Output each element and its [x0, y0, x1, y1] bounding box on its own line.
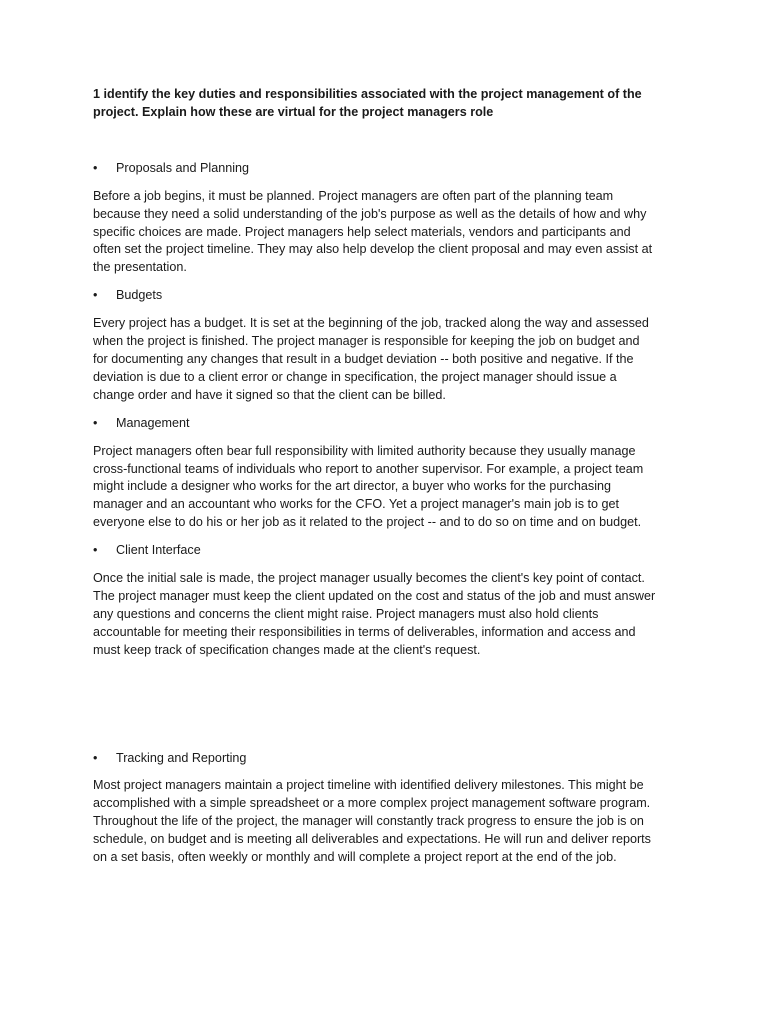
paragraph-line: when the project is finished. The project manager is responsible for keeping the job on budget and: [93, 334, 640, 349]
paragraph-line: Once the initial sale is made, the project manager usually becomes the client's key point of contact.: [93, 571, 645, 586]
paragraph-line: Before a job begins, it must be planned. Project managers are often part of the planning team: [93, 188, 614, 203]
section-paragraph-tracking-reporting: [93, 777, 681, 867]
paragraph-line: Project managers often bear full responsibility with limited authority because they usually manage: [93, 443, 636, 458]
paragraph-line: specific choices are made. Project managers help select materials, vendors and participants and: [93, 224, 631, 239]
paragraph-line: deviation is due to a client error or change in specification, the project manager should issue a: [93, 369, 617, 384]
paragraph-line: must keep track of specification changes made at the client's request.: [93, 642, 481, 657]
paragraph-line: Throughout the life of the project, the manager will constantly track progress to ensure the job is on: [93, 814, 644, 829]
paragraph-line: for documenting any changes that result in a budget deviation -- both positive and negative. If the: [93, 351, 634, 366]
question-line-1: 1 identify the key duties and responsibilities associated with the project management of the: [93, 87, 642, 101]
paragraph-line: accomplished with a simple spreadsheet or a more complex project management software program.: [93, 796, 651, 811]
section-title-client-interface: • Client Interface: [93, 542, 681, 560]
section-title-tracking-reporting: • Tracking and Reporting: [93, 750, 681, 768]
paragraph-line: cross-functional teams of individuals who report to another supervisor. For example, a project team: [93, 461, 644, 476]
paragraph-line: change order and have it signed so that the client can be billed.: [93, 387, 446, 402]
paragraph-line: Most project managers maintain a project timeline with identified delivery milestones. This might be: [93, 778, 644, 793]
paragraph-line: often set the project timeline. They may also help develop the client proposal and may even assist at: [93, 242, 653, 257]
document-body: [93, 86, 681, 867]
paragraph-line: manager and an accountant who works for the CFO. Yet a project manager's main job is to get: [93, 497, 620, 512]
section-paragraph-management: [93, 443, 681, 533]
question-heading: [93, 86, 681, 122]
paragraph-line: everyone else to do his or her job as it related to the project -- and to do so on time and on budget.: [93, 515, 642, 530]
section-title-management: • Management: [93, 415, 681, 433]
paragraph-line: Every project has a budget. It is set at the beginning of the job, tracked along the way and assessed: [93, 316, 649, 331]
section-title-proposals-planning: • Proposals and Planning: [93, 160, 681, 178]
section-paragraph-client-interface: [93, 570, 681, 660]
section-paragraph-budgets: [93, 315, 681, 405]
paragraph-line: any questions and concerns the client might raise. Project managers must also hold clients: [93, 606, 599, 621]
paragraph-line: might include a designer who works for the art director, a buyer who works for the purchasing: [93, 479, 611, 494]
paragraph-line: schedule, on budget and is meeting all deliverables and expectations. He will run and deliver reports: [93, 832, 651, 847]
paragraph-line: the presentation.: [93, 260, 187, 275]
question-line-2: project. Explain how these are virtual for the project managers role: [93, 104, 494, 119]
paragraph-line: because they need a solid understanding of the job's purpose as well as the details of how and why: [93, 206, 647, 221]
section-paragraph-proposals-planning: [93, 188, 681, 278]
paragraph-line: The project manager must keep the client updated on the cost and status of the job and must answer: [93, 588, 656, 603]
section-title-budgets: • Budgets: [93, 287, 681, 305]
paragraph-line: on a set basis, often weekly or monthly and will complete a project report at the end of the job.: [93, 850, 617, 865]
paragraph-line: accountable for meeting their responsibilities in terms of deliverables, information and access and: [93, 624, 636, 639]
